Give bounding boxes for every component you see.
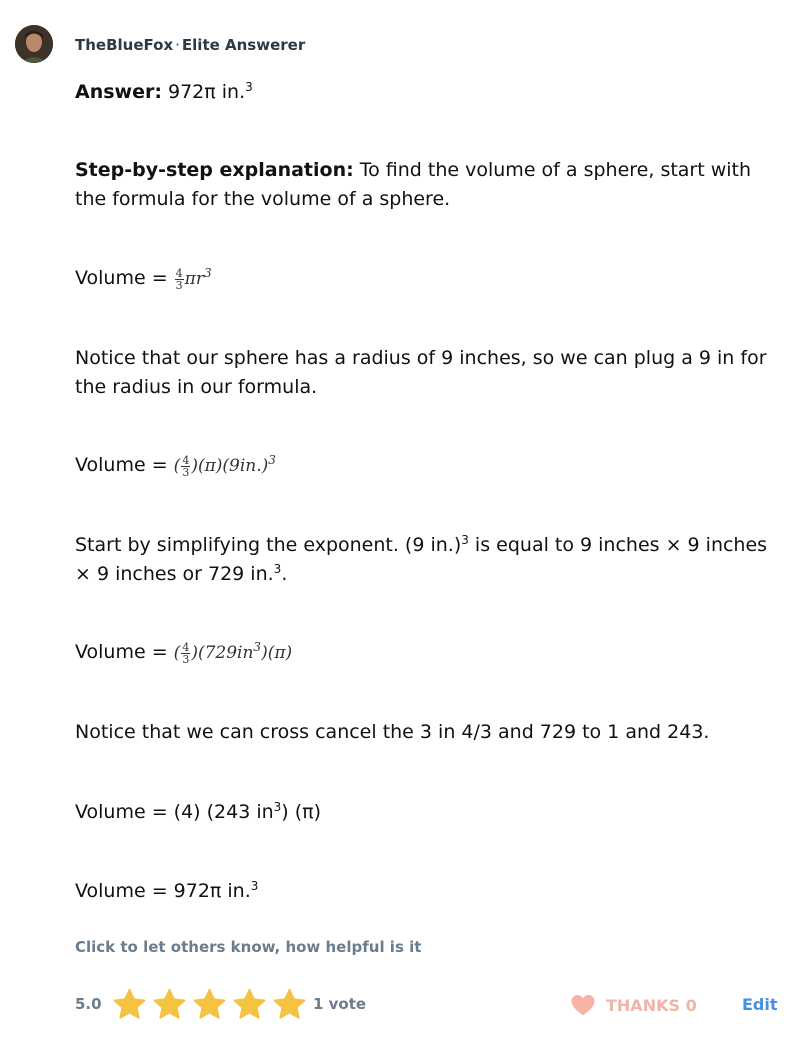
author-rank: Elite Answerer — [181, 36, 306, 54]
notice-radius: Notice that our sphere has a radius of 9 inches, so we can plug a 9 in for the radius in our formula. — [75, 347, 767, 398]
author-name[interactable]: TheBlueFox — [75, 36, 174, 54]
formula-body-end: )(π) — [261, 643, 293, 663]
formula-body: πr — [184, 269, 204, 289]
star-icon[interactable] — [232, 987, 267, 1022]
formula-body: )(π)(9in.) — [191, 456, 269, 476]
answer-value: 972π in. — [168, 81, 246, 103]
notice-text-part: Start by simplifying the exponent. (9 in.) — [75, 534, 462, 556]
notice-text-part: is equal to 9 inches × 9 inches × 9 inches or 729 in. — [75, 534, 768, 585]
formula-text: Volume = (4) (243 in — [75, 801, 274, 823]
author-separator: · — [175, 36, 180, 54]
formula-exponent: 3 — [250, 878, 259, 893]
vote-count: 1 vote — [313, 995, 367, 1013]
star-rating[interactable] — [112, 987, 307, 1022]
formula-sphere-volume — [75, 264, 780, 294]
rating-value: 5.0 — [75, 995, 102, 1013]
answer-label: Answer: — [75, 81, 162, 103]
answer-exponent: 3 — [245, 79, 253, 94]
notice-exponent: 3 — [461, 532, 469, 547]
thanks-label: THANKS 0 — [606, 995, 697, 1015]
fraction-denominator: 3 — [175, 279, 183, 292]
fraction-numerator: 4 — [182, 454, 190, 467]
author-line — [75, 36, 305, 54]
formula-exponent: 3 — [268, 452, 276, 467]
formula-exponent: 3 — [273, 799, 282, 814]
fraction-numerator: 4 — [182, 641, 190, 654]
formula-cancelled — [75, 798, 780, 827]
volume-label: Volume = — [75, 267, 168, 289]
formula-exponent: 3 — [253, 639, 262, 654]
formula-expression — [173, 639, 293, 666]
explanation-label: Step-by-step explanation: — [75, 159, 354, 181]
notice-text-part: . — [281, 563, 288, 585]
notice-cancel: Notice that we can cross cancel the 3 in 4/3 and 729 to 1 and 243. — [75, 721, 710, 743]
star-icon[interactable] — [112, 987, 147, 1022]
thanks-button[interactable] — [570, 994, 697, 1016]
notice-exponent: 3 — [273, 561, 282, 576]
paren-open: ( — [173, 643, 181, 663]
star-icon[interactable] — [272, 987, 307, 1022]
formula-text-end: ) (π) — [281, 801, 322, 823]
notice-exponent — [75, 531, 780, 589]
helpful-prompt: Click to let others know, how helpful is it — [75, 938, 422, 956]
fraction — [175, 268, 184, 291]
edit-link[interactable]: Edit — [742, 995, 778, 1014]
volume-label: Volume = — [75, 454, 168, 476]
formula-expression — [173, 452, 276, 479]
paren-open: ( — [173, 456, 181, 476]
formula-result — [75, 877, 780, 906]
formula-text: Volume = 972π in. — [75, 880, 251, 902]
formula-body: )(729in — [191, 643, 254, 663]
explanation-text: To find the volume of a sphere, start with the formula for the volume of a sphere. — [75, 159, 752, 210]
fraction-denominator: 3 — [182, 466, 190, 479]
formula-simplified — [75, 638, 780, 668]
fraction — [181, 455, 190, 478]
explanation-paragraph — [75, 156, 780, 214]
volume-label: Volume = — [75, 641, 168, 663]
formula-substituted — [75, 451, 780, 481]
answer-line — [75, 78, 780, 107]
avatar[interactable] — [15, 25, 53, 63]
fraction-denominator: 3 — [182, 653, 190, 666]
star-icon[interactable] — [152, 987, 187, 1022]
fraction — [181, 642, 190, 665]
avatar-image-icon — [15, 25, 53, 63]
star-icon[interactable] — [192, 987, 227, 1022]
heart-icon — [570, 994, 596, 1016]
fraction-numerator: 4 — [175, 267, 183, 280]
formula-expression — [174, 265, 212, 292]
formula-exponent: 3 — [203, 265, 212, 280]
